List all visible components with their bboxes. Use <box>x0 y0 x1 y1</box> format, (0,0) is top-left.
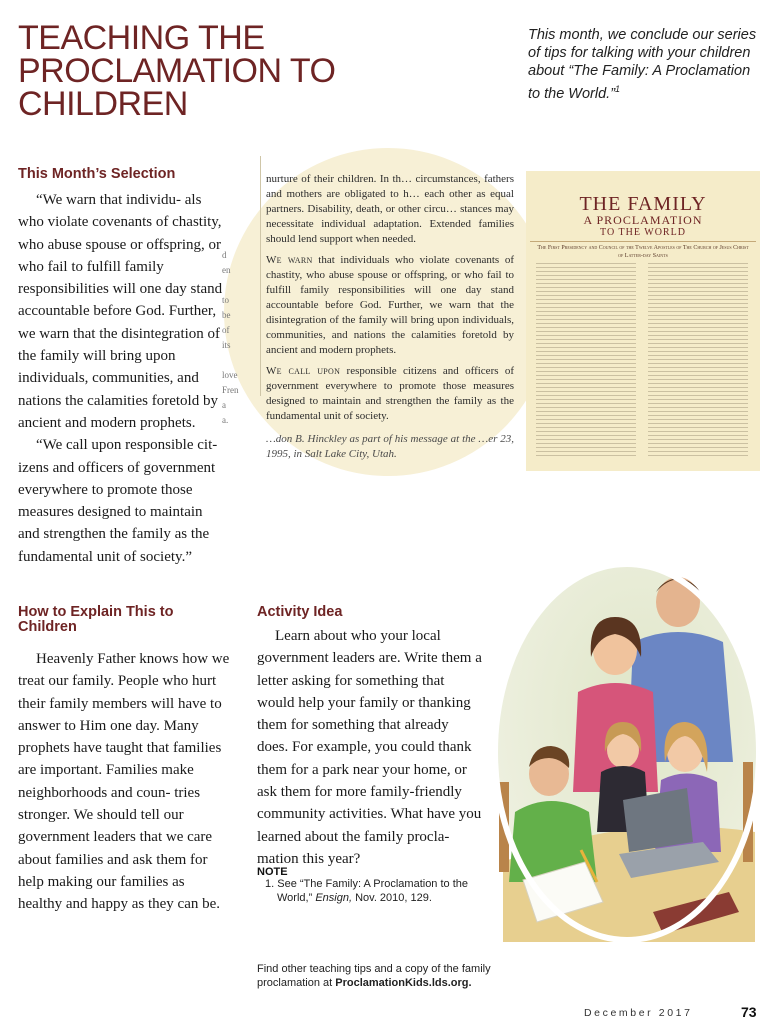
doc-subtitle: TO THE WORLD <box>600 227 686 238</box>
explain-body <box>18 648 232 916</box>
paragraph-text: responsible citizens and officers of government everywhere to promote those measures designed to maintain and strengthen the family as the fundamental unit of society. <box>266 365 515 422</box>
issue-date: December 2017 <box>584 1007 693 1019</box>
edge-fragment: of its <box>222 325 231 350</box>
note-body-end: Nov. 2010, 129. <box>352 891 432 904</box>
doc-text-column-left <box>536 263 636 459</box>
lead-words: We call upon <box>266 365 341 377</box>
proclamation-document-image <box>526 171 760 471</box>
edge-fragment: en <box>222 265 231 275</box>
edge-fragment: a. <box>222 415 229 425</box>
quote-paragraph: “We call upon responsible cit- izens and officers of government everywhere to promote those measures designed to maintain and strengthen the family as the fundamental unit of society.” <box>18 437 218 565</box>
note-text <box>257 878 487 905</box>
intro-text <box>528 26 760 103</box>
edge-fragment: Fren <box>222 385 239 395</box>
magnified-paragraph <box>266 253 514 358</box>
activity-heading: Activity Idea <box>257 604 343 620</box>
magnified-paragraph: nurture of their children. In th… circumstances, fathers and mothers are obligated to h… each other as equal partners. Disability, death, or other circu… stances may necessitate individual adaptation. Extended families should lend support when needed. <box>266 173 514 245</box>
family-at-table-image <box>493 562 761 942</box>
intro-note-ref: 1 <box>615 84 621 94</box>
footer-note <box>257 963 497 990</box>
note-number: 1. <box>265 878 275 890</box>
intro-body: This month, we conclude our series of tips for talking with your children about “The Family: A Proclamation to the World.” <box>528 27 757 102</box>
edge-fragment: love <box>222 370 238 380</box>
doc-text-column-right <box>648 263 748 459</box>
explain-paragraph: Heavenly Father knows how we treat our family. People who hurt their family members will have to answer to Him one day. Many prophets have taught that families are important. Families make neighborhoods and coun- tries stronger. We should tell our government leaders that we care about families and ask them for help making our families as healthy and happy as they can be. <box>18 651 230 913</box>
footer-link[interactable]: ProclamationKids.lds.org. <box>335 976 472 989</box>
doc-rule <box>530 241 756 242</box>
activity-paragraph: Learn about who your local government leaders are. Write them a letter asking for something that would help your family or thanking them for something that already does. For example, you could thank them for a park near your home, or ask them for more family-friendly community activities. What have you learned about the family procla- mation this year? <box>257 628 482 867</box>
doc-subtitle: A PROCLAMATION <box>583 213 703 227</box>
note-source: Ensign, <box>315 891 353 904</box>
magnified-proclamation <box>224 148 552 476</box>
doc-byline: The First Presidency and Council of the Twelve Apostles of The Church of Jesus Christ of Latter-day Saints <box>537 245 749 259</box>
doc-title: THE FAMILY <box>579 193 707 215</box>
family-illustration <box>493 562 761 942</box>
paragraph-text: that individuals who violate covenants of chastity, who abuse spouse or offspring, or who fail to fulfill family responsibilities will one day stand accountable before God. Further, we warn that the disintegration of the family will bring upon individuals, communities, and nations the calamities foretold by ancient and modern prophets. <box>266 254 514 356</box>
quote-paragraph: “We warn that individu- als who violate covenants of chastity, who abuse spouse or offspring, or who fail to fulfill family responsibilities will one day stand accountable before God. Further, we warn that the disintegration of the family will bring upon individuals, communities, and nations the calamities foretold by ancient and modern prophets. <box>18 192 223 431</box>
footer-text: Find other teaching tips and a copy of the family proclamation at <box>257 963 491 989</box>
magnified-paragraph <box>266 364 514 424</box>
lead-words: We warn <box>266 254 313 266</box>
explain-heading: How to Explain This to Children <box>18 604 174 635</box>
page-number: 73 <box>741 1004 757 1020</box>
page-title: TEACHING THE PROCLAMATION TO CHILDREN <box>18 19 336 123</box>
note-heading: NOTE <box>257 866 288 878</box>
magnified-text <box>266 172 514 468</box>
column-rule <box>260 156 261 396</box>
activity-body <box>257 625 482 870</box>
magnified-citation: …don B. Hinckley as part of his message at the …er 23, 1995, in Salt Lake City, Utah. <box>266 433 514 460</box>
selection-quote <box>18 189 226 568</box>
note-body: See “The Family: A Proclamation to the World,” <box>277 878 469 904</box>
selection-heading: This Month’s Selection <box>18 166 176 182</box>
edge-fragment: d <box>222 250 227 260</box>
footnote <box>257 866 487 905</box>
edge-fragment: to be <box>222 295 231 320</box>
edge-fragment: a <box>222 400 226 410</box>
